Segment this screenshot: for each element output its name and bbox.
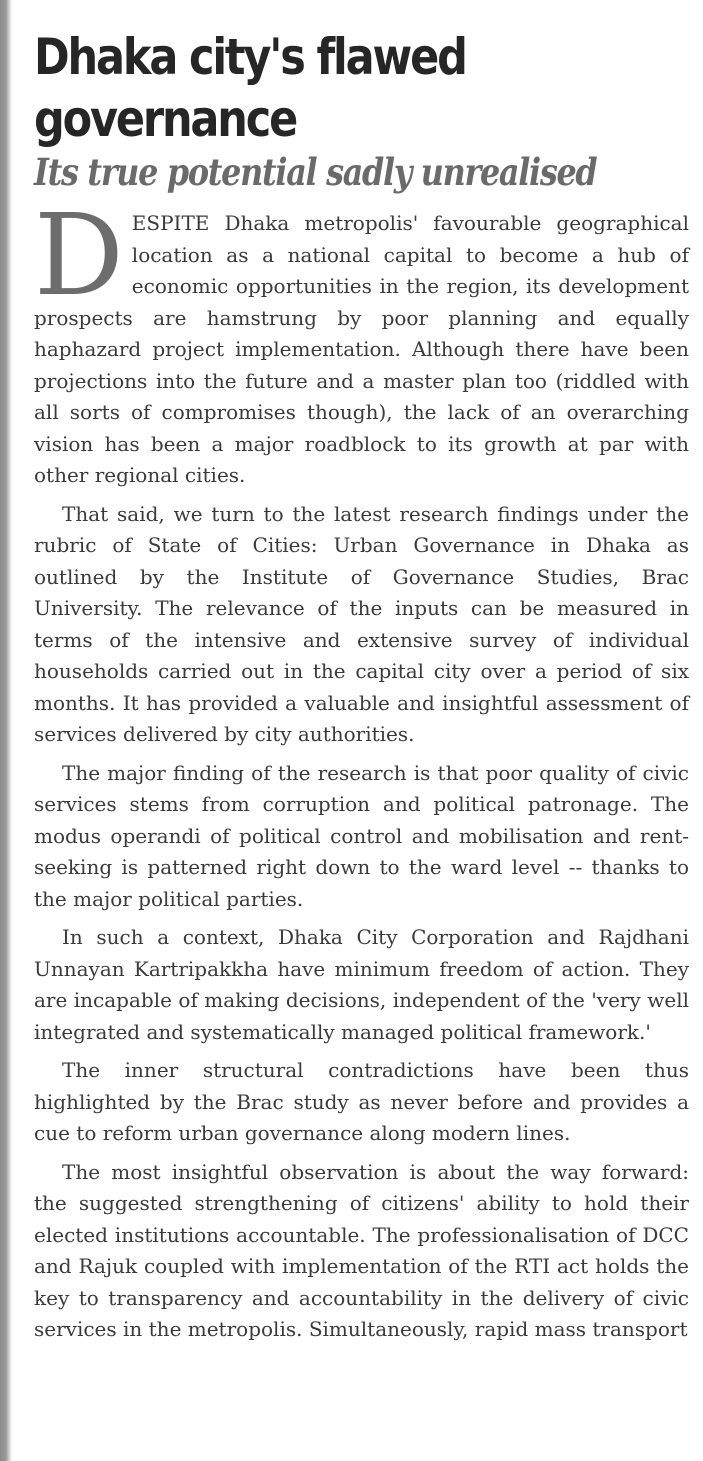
paragraph-2: That said, we turn to the latest research findings under the rubric of State of Cities: Urban Governance in Dhaka as outlined by the Institute of Governance Studies, Brac University. The relevance of the inputs can be measured in terms of the intensive and extensive survey of individual households carried out in the capital city over a period of six months. It has provided a valuable and insightful assessment of services delivered by city authorities.: [34, 501, 689, 746]
subheadline: Its true potential sadly unrealised: [34, 150, 597, 194]
article-body: [34, 191, 689, 1346]
paragraph-3: The major finding of the research is that poor quality of civic services stems from corruption and political patronage. The modus operandi of political control and mobilisation and rent-seeking is patterned right down to the ward level -- thanks to the major political parties.: [34, 760, 689, 911]
headline: Dhaka city's flawed governance: [34, 28, 466, 148]
column-rule: [0, 0, 12, 1461]
paragraph-5: The inner structural contradictions have been thus highlighted by the Brac study as never before and provides a cue to reform urban governance along modern lines.: [34, 1058, 689, 1145]
editorial-article: [34, 26, 689, 1353]
paragraph-6: The most insightful observation is about the way forward: the suggested strengthening of citizens' ability to hold their elected institutions accountable. The professionalisation of DCC and Rajuk coupled with implementation of the RTI act holds the key to transparency and accountability in the delivery of civic services in the metropolis. Simultaneously, rapid mass transport: [34, 1159, 689, 1341]
paragraph-1: [34, 191, 689, 492]
drop-cap: D: [34, 191, 124, 321]
paragraph-1-text: ESPITE Dhaka metropolis' favourable geographical location as a national capital to become a hub of economic opportunities in the region, its development prospects are hamstrung by poor planning and equally haphazard project implementation. Although there have been projections into the future and a master plan too (riddled with all sorts of compromises though), the lack of an overarching vision has been a major roadblock to its growth at par with other regional cities.: [34, 211, 689, 487]
paragraph-4: In such a context, Dhaka City Corporation and Rajdhani Unnayan Kartripakkha have minimum freedom of action. They are incapable of making decisions, independent of the 'very well integrated and systematically managed political framework.': [34, 925, 689, 1044]
